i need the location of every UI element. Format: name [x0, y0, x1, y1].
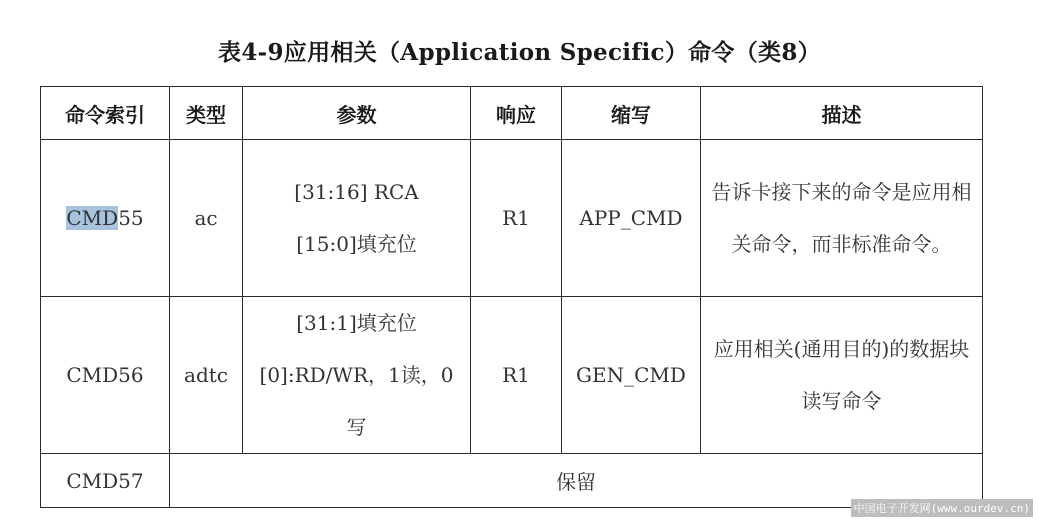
cell-desc: 应用相关(通用目的)的数据块读写命令 [701, 297, 983, 454]
table-row [41, 297, 983, 454]
cell-index: CMD56 [41, 297, 170, 454]
cell-reserved: 保留 [170, 454, 983, 508]
cell-response: R1 [471, 297, 562, 454]
cell-abbr: GEN_CMD [562, 297, 701, 454]
cell-response: R1 [471, 140, 562, 297]
command-table [40, 86, 983, 508]
header-abbr: 缩写 [562, 87, 701, 140]
cell-type: adtc [170, 297, 243, 454]
cell-params: [31:16] RCA [15:0]填充位 [243, 140, 471, 297]
header-row [41, 87, 983, 140]
header-type: 类型 [170, 87, 243, 140]
cell-index: CMD57 [41, 454, 170, 508]
cell-index: CMD55 [41, 140, 170, 297]
cell-desc: 告诉卡接下来的命令是应用相关命令，而非标准命令。 [701, 140, 983, 297]
header-response: 响应 [471, 87, 562, 140]
cell-abbr: APP_CMD [562, 140, 701, 297]
cell-params: [31:1]填充位 [0]:RD/WR，1读，0 写 [243, 297, 471, 454]
header-desc: 描述 [701, 87, 983, 140]
watermark: 中国电子开发网(www.ourdev.cn) [851, 499, 1033, 517]
header-index: 命令索引 [41, 87, 170, 140]
cell-type: ac [170, 140, 243, 297]
table-row [41, 454, 983, 508]
table-caption: 表4-9应用相关（Application Specific）命令（类8） [218, 39, 821, 66]
table-row [41, 140, 983, 297]
header-params: 参数 [243, 87, 471, 140]
selected-text[interactable]: CMD [66, 206, 119, 230]
